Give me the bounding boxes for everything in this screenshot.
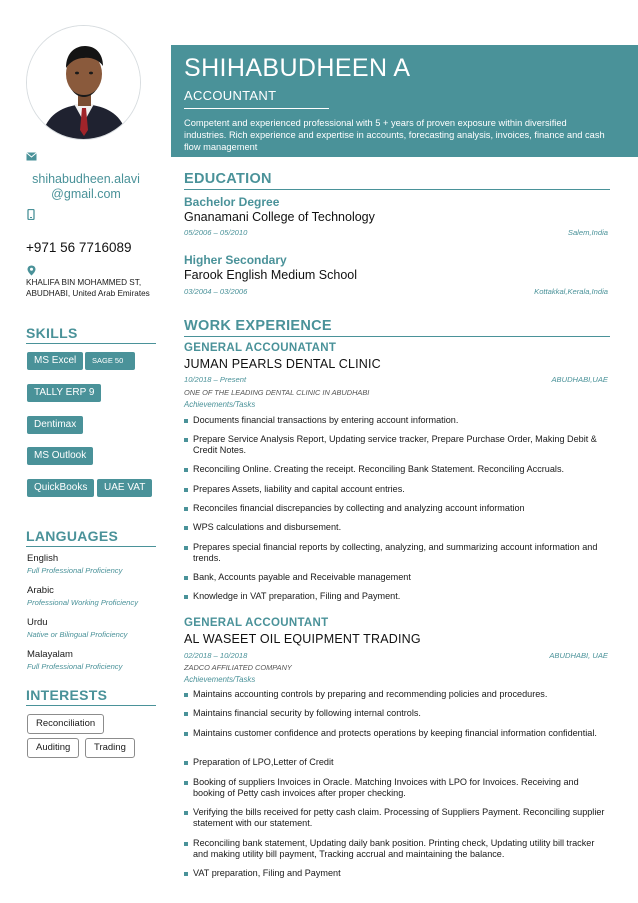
mobile-phone-icon: [27, 209, 35, 220]
language-name: English: [27, 553, 59, 564]
job-meta: [184, 375, 608, 384]
interests-heading: INTERESTS: [26, 687, 156, 706]
language-level: Native or Bilingual Proficiency: [27, 630, 128, 639]
email-link[interactable]: [26, 172, 146, 202]
task-item: WPS calculations and disbursement.: [184, 522, 608, 533]
education-location: Salem,India: [567, 228, 608, 237]
language-level: Professional Working Proficiency: [27, 598, 138, 607]
candidate-name: SHIHABUDHEEN A: [184, 54, 411, 82]
task-item: Documents financial transactions by entering account information.: [184, 415, 608, 426]
degree-title: Higher Secondary: [184, 253, 287, 267]
company-description: ONE OF THE LEADING DENTAL CLINIC IN ABUDHABI: [184, 388, 370, 397]
task-item: VAT preparation, Filing and Payment: [184, 868, 608, 879]
language-name: Malayalam: [27, 649, 73, 660]
envelope-icon: [26, 152, 37, 161]
candidate-role: ACCOUNTANT: [184, 88, 277, 103]
education-dates: 03/2004 – 03/2006: [184, 287, 248, 296]
task-item: Reconciling bank statement, Updating daily bank position. Printing check, Updating utility bill tracker and making utility bill payment, Tracking accrual and maintaining the balance.: [184, 838, 608, 860]
skill-chip: QuickBooks: [27, 479, 94, 497]
task-item: Prepares Assets, liability and capital account entries.: [184, 484, 608, 495]
task-item: Reconciling Online. Creating the receipt. Reconciling Bank Statement. Reconciling Accruals.: [184, 464, 608, 475]
phone-number[interactable]: +971 56 7716089: [26, 240, 132, 255]
job-location: ABUDHABI, UAE: [549, 651, 608, 660]
company-name: AL WASEET OIL EQUIPMENT TRADING: [184, 632, 421, 646]
achievements-label: Achievements/Tasks: [184, 400, 256, 409]
task-item: Preparation of LPO,Letter of Credit: [184, 757, 608, 768]
skill-chip: SAGE 50: [85, 352, 135, 370]
skill-chip: MS Excel: [27, 352, 83, 370]
header-banner: [171, 45, 638, 157]
map-pin-icon: [27, 265, 36, 276]
language-level: Full Professional Proficiency: [27, 566, 123, 575]
profile-summary: Competent and experienced professional with 5 + years of proven exposure within diversified industries. Rich experience and expertise in accounts, forecasting analysis, invoices, finance and cash flow management: [184, 118, 605, 152]
job-dates: 10/2018 – Present: [184, 375, 247, 384]
company-name: JUMAN PEARLS DENTAL CLINIC: [184, 357, 381, 371]
task-item: Maintains customer confidence and protects operations by keeping financial information confidential.: [184, 728, 608, 739]
job-dates: 02/2018 – 10/2018: [184, 651, 248, 660]
skills-heading: SKILLS: [26, 325, 156, 344]
education-heading: EDUCATION: [184, 171, 610, 190]
languages-heading: LANGUAGES: [26, 528, 156, 547]
job-meta: [184, 651, 608, 660]
skill-chip: MS Outlook: [27, 447, 93, 465]
education-meta: [184, 228, 608, 237]
education-dates: 05/2006 – 05/2010: [184, 228, 248, 237]
achievements-label: Achievements/Tasks: [184, 675, 256, 684]
education-meta: [184, 287, 608, 296]
interest-tag: Reconciliation: [27, 714, 104, 734]
company-description: ZADCO AFFILIATED COMPANY: [184, 663, 292, 672]
skill-chip: Dentimax: [27, 416, 83, 434]
task-item: Prepares special financial reports by collecting, analyzing, and summarizing account information and trends.: [184, 542, 608, 564]
language-name: Arabic: [27, 585, 54, 596]
email-line-1[interactable]: shihabudheen.alavi: [32, 172, 140, 186]
email-line-2[interactable]: @gmail.com: [51, 187, 121, 201]
task-item: Verifying the bills received for petty cash claim. Processing of Suppliers Payment. Reconciling supplier statement with our statement.: [184, 807, 608, 829]
role-underline: [184, 108, 329, 109]
task-item: Maintains financial security by following internal controls.: [184, 708, 608, 719]
address: KHALIFA BIN MOHAMMED ST, ABUDHABI, United Arab Emirates: [26, 278, 150, 298]
profile-photo: [26, 25, 141, 140]
job-title: GENERAL ACCOUNTANT: [184, 617, 329, 629]
degree-title: Bachelor Degree: [184, 195, 280, 209]
interest-tag: Trading: [85, 738, 135, 758]
language-name: Urdu: [27, 617, 48, 628]
task-item: Prepare Service Analysis Report, Updating service tracker, Prepare Purchase Order, Making Debit & Credit Notes.: [184, 434, 608, 456]
task-item: Bank, Accounts payable and Receivable management: [184, 572, 608, 583]
school-name: Farook English Medium School: [184, 268, 357, 282]
task-item: Knowledge in VAT preparation, Filing and Payment.: [184, 591, 608, 602]
skill-chip: TALLY ERP 9: [27, 384, 101, 402]
task-item: Maintains accounting controls by preparing and recommending policies and procedures.: [184, 689, 608, 700]
task-item: Booking of suppliers Invoices in Oracle. Matching Invoices with LPO for Invoices. Receiving and booking of Petty cash invoices after proper checking.: [184, 777, 608, 799]
language-level: Full Professional Proficiency: [27, 662, 123, 671]
skill-chip: UAE VAT: [97, 479, 152, 497]
job-title: GENERAL ACCOUNATANT: [184, 342, 337, 354]
portrait-image: [27, 26, 141, 140]
work-experience-heading: WORK EXPERIENCE: [184, 318, 610, 337]
interest-tag: Auditing: [27, 738, 79, 758]
task-item: Reconciles financial discrepancies by collecting and analyzing account information: [184, 503, 608, 514]
education-location: Kottakkal,Kerala,India: [534, 287, 608, 296]
school-name: Gnanamani College of Technology: [184, 210, 375, 224]
job-location: ABUDHABI,UAE: [551, 375, 608, 384]
